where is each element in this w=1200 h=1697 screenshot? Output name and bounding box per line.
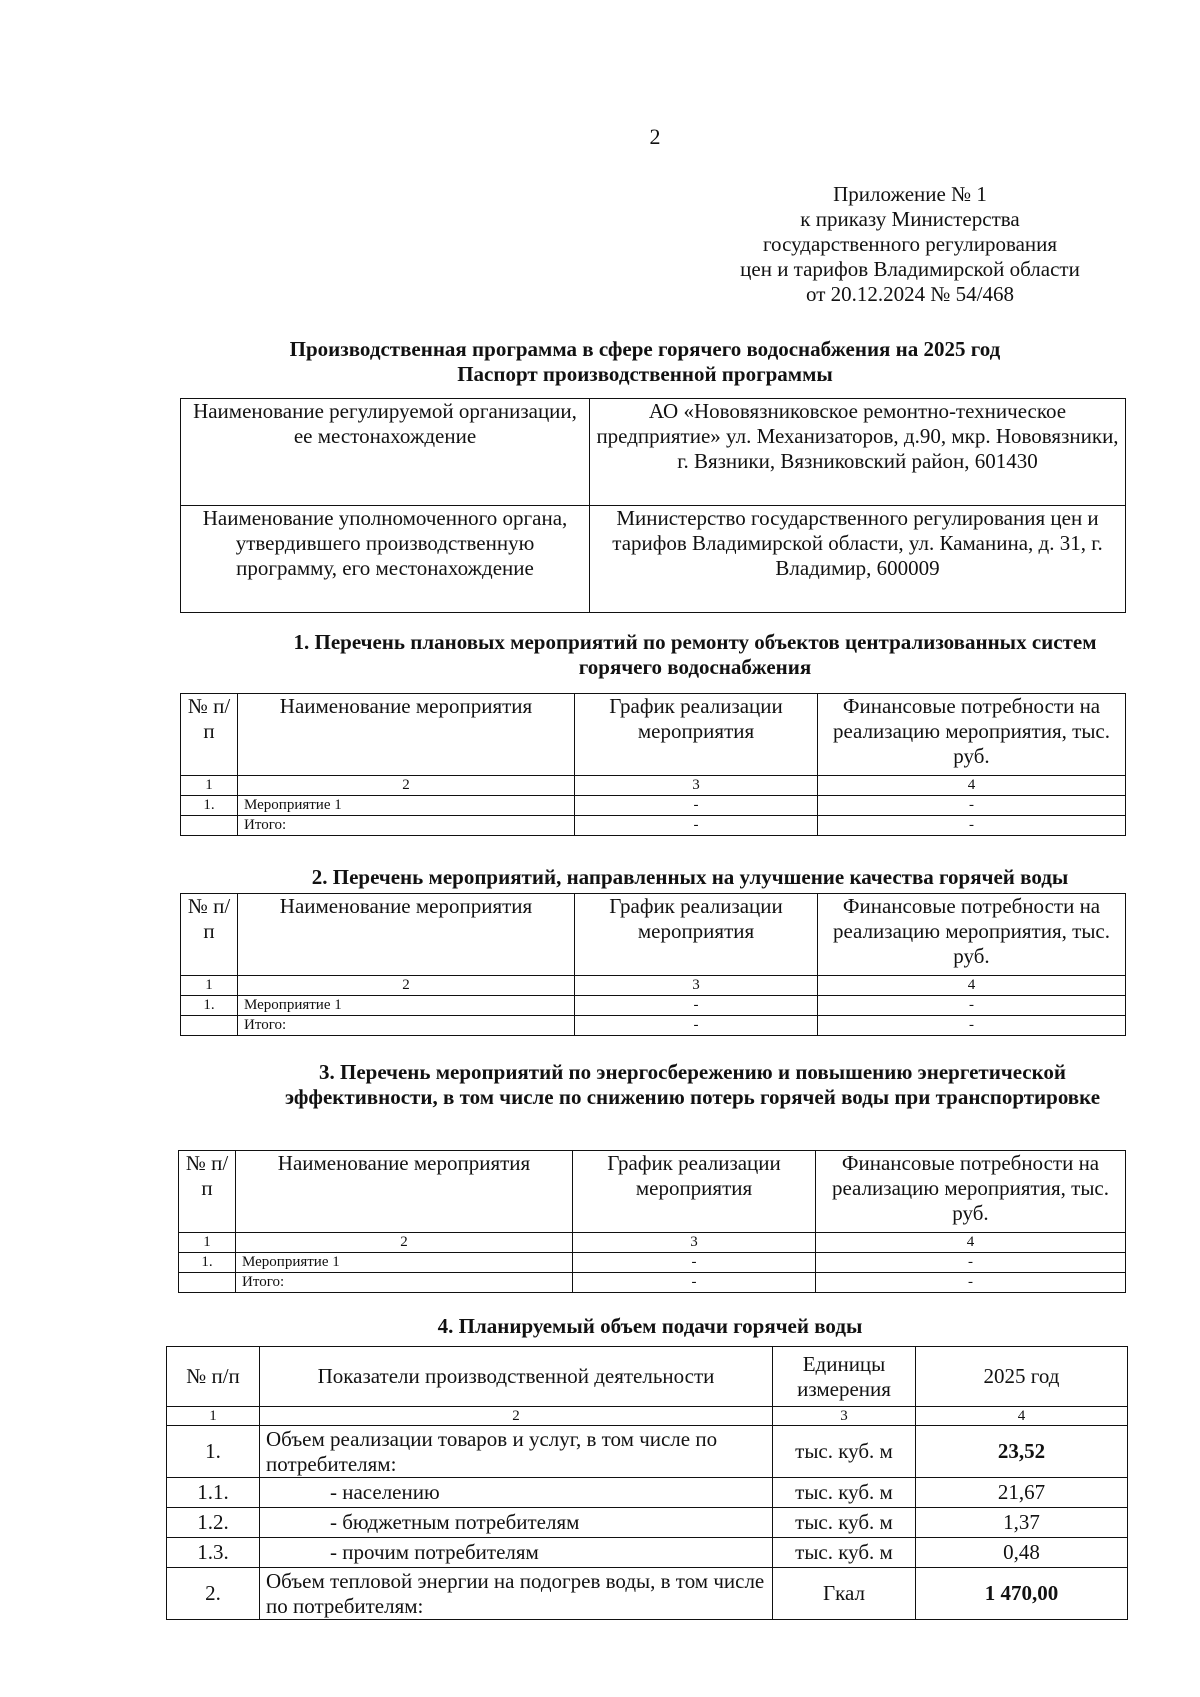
row-unit: тыс. куб. м <box>773 1508 916 1538</box>
total-schedule: - <box>573 1273 816 1293</box>
row-unit: тыс. куб. м <box>773 1426 916 1478</box>
total-finance: - <box>818 1016 1126 1036</box>
row-name: Мероприятие 1 <box>238 996 575 1016</box>
passport-table <box>180 398 1126 613</box>
table-row <box>167 1538 1128 1568</box>
row-unit: тыс. куб. м <box>773 1538 916 1568</box>
table-row <box>181 796 1126 816</box>
row-indicator: - прочим потребителям <box>260 1538 773 1568</box>
row-schedule: - <box>575 996 818 1016</box>
section2-title: 2. Перечень мероприятий, направленных на улучшение качества горячей воды <box>311 865 1069 889</box>
appendix-block <box>700 182 1120 307</box>
row-value: 21,67 <box>916 1478 1128 1508</box>
row-finance: - <box>816 1253 1126 1273</box>
row-num: 1. <box>179 1253 236 1273</box>
col-name-header: Наименование мероприятия <box>238 894 575 976</box>
title-line: Производственная программа в сфере горячего водоснабжения на 2025 год <box>289 337 1001 361</box>
col-num-header: № п/п <box>167 1347 260 1407</box>
table-row <box>167 1508 1128 1538</box>
col-index: 3 <box>773 1407 916 1426</box>
col-name-header: Наименование мероприятия <box>236 1151 573 1233</box>
row-num: 1.2. <box>167 1508 260 1538</box>
section4-title: 4. Планируемый объем подачи горячей воды <box>437 1314 863 1338</box>
col-num-header: № п/п <box>181 694 238 776</box>
col-index: 2 <box>238 776 575 796</box>
col-schedule-header: График реализации мероприятия <box>575 894 818 976</box>
total-label: Итого: <box>236 1273 573 1293</box>
col-schedule-header: График реализации мероприятия <box>573 1151 816 1233</box>
row-schedule: - <box>573 1253 816 1273</box>
col-index: 3 <box>573 1233 816 1253</box>
passport-value: АО «Нововязниковское ремонтно-техническое предприятие» ул. Механизаторов, д.90, мкр. Нововязники, г. Вязники, Вязниковский район, 601430 <box>590 399 1126 506</box>
volume-table <box>166 1346 1128 1620</box>
section2-table <box>180 893 1126 1036</box>
appendix-line: Приложение № 1 <box>833 182 987 206</box>
table-row <box>179 1253 1126 1273</box>
row-num: 1.3. <box>167 1538 260 1568</box>
col-num-header: № п/п <box>181 894 238 976</box>
total-schedule: - <box>575 816 818 836</box>
total-label: Итого: <box>238 816 575 836</box>
row-name: Мероприятие 1 <box>236 1253 573 1273</box>
passport-value: Министерство государственного регулирования цен и тарифов Владимирской области, ул. Каманина, д. 31, г. Владимир, 600009 <box>590 506 1126 613</box>
col-finance-header: Финансовые потребности на реализацию мероприятия, тыс. руб. <box>816 1151 1126 1233</box>
col-index: 1 <box>181 976 238 996</box>
col-num-header: № п/п <box>179 1151 236 1233</box>
col-schedule-header: График реализации мероприятия <box>575 694 818 776</box>
subtitle-line: Паспорт производственной программы <box>457 362 833 386</box>
appendix-line: к приказу Министерства <box>800 207 1020 231</box>
row-finance: - <box>818 796 1126 816</box>
row-num: 1. <box>167 1426 260 1478</box>
col-index: 4 <box>818 976 1126 996</box>
section1-title: 1. Перечень плановых мероприятий по ремонту объектов централизованных систем горячего водоснабжения <box>293 630 1097 679</box>
col-unit-header: Единицы измерения <box>773 1347 916 1407</box>
row-num: 1.1. <box>167 1478 260 1508</box>
col-index: 2 <box>260 1407 773 1426</box>
col-index: 4 <box>916 1407 1128 1426</box>
appendix-line: цен и тарифов Владимирской области <box>740 257 1080 281</box>
passport-label: Наименование регулируемой организации, ее местонахождение <box>181 399 590 506</box>
total-row <box>179 1273 1126 1293</box>
row-indicator: - бюджетным потребителям <box>260 1508 773 1538</box>
row-num: 1. <box>181 796 238 816</box>
col-finance-header: Финансовые потребности на реализацию мероприятия, тыс. руб. <box>818 694 1126 776</box>
appendix-line: от 20.12.2024 № 54/468 <box>805 282 1015 306</box>
col-index: 1 <box>167 1407 260 1426</box>
total-finance: - <box>816 1273 1126 1293</box>
col-index: 1 <box>179 1233 236 1253</box>
row-value: 1 470,00 <box>916 1568 1128 1620</box>
col-index: 3 <box>575 776 818 796</box>
total-row <box>181 1016 1126 1036</box>
row-num: 1. <box>181 996 238 1016</box>
table-row <box>167 1426 1128 1478</box>
row-indicator: Объем тепловой энергии на подогрев воды, в том числе по потребителям: <box>260 1568 773 1620</box>
row-value: 23,52 <box>916 1426 1128 1478</box>
row-name: Мероприятие 1 <box>238 796 575 816</box>
appendix-line: государственного регулирования <box>762 232 1058 256</box>
row-unit: Гкал <box>773 1568 916 1620</box>
row-indicator: Объем реализации товаров и услуг, в том числе по потребителям: <box>260 1426 773 1478</box>
col-index: 2 <box>238 976 575 996</box>
table-row <box>167 1478 1128 1508</box>
row-indicator: - населению <box>260 1478 773 1508</box>
table-row <box>167 1568 1128 1620</box>
row-unit: тыс. куб. м <box>773 1478 916 1508</box>
col-index: 3 <box>575 976 818 996</box>
col-index: 1 <box>181 776 238 796</box>
row-value: 0,48 <box>916 1538 1128 1568</box>
row-num: 2. <box>167 1568 260 1620</box>
section1-table <box>180 693 1126 836</box>
col-index: 2 <box>236 1233 573 1253</box>
section3-table <box>178 1150 1126 1293</box>
col-year-header: 2025 год <box>916 1347 1128 1407</box>
col-finance-header: Финансовые потребности на реализацию мероприятия, тыс. руб. <box>818 894 1126 976</box>
total-schedule: - <box>575 1016 818 1036</box>
total-row <box>181 816 1126 836</box>
col-index: 4 <box>818 776 1126 796</box>
col-name-header: Наименование мероприятия <box>238 694 575 776</box>
page-number: 2 <box>649 124 661 149</box>
passport-label: Наименование уполномоченного органа, утвердившего производственную программу, его местонахождение <box>181 506 590 613</box>
total-label: Итого: <box>238 1016 575 1036</box>
col-index: 4 <box>816 1233 1126 1253</box>
row-value: 1,37 <box>916 1508 1128 1538</box>
document-title <box>170 337 1120 387</box>
total-finance: - <box>818 816 1126 836</box>
row-schedule: - <box>575 796 818 816</box>
table-row <box>181 996 1126 1016</box>
col-indicator-header: Показатели производственной деятельности <box>260 1347 773 1407</box>
row-finance: - <box>818 996 1126 1016</box>
section3-title: 3. Перечень мероприятий по энергосбережению и повышению энергетической эффективности, в том числе по снижению потерь горячей воды при транспортировке <box>284 1060 1101 1109</box>
